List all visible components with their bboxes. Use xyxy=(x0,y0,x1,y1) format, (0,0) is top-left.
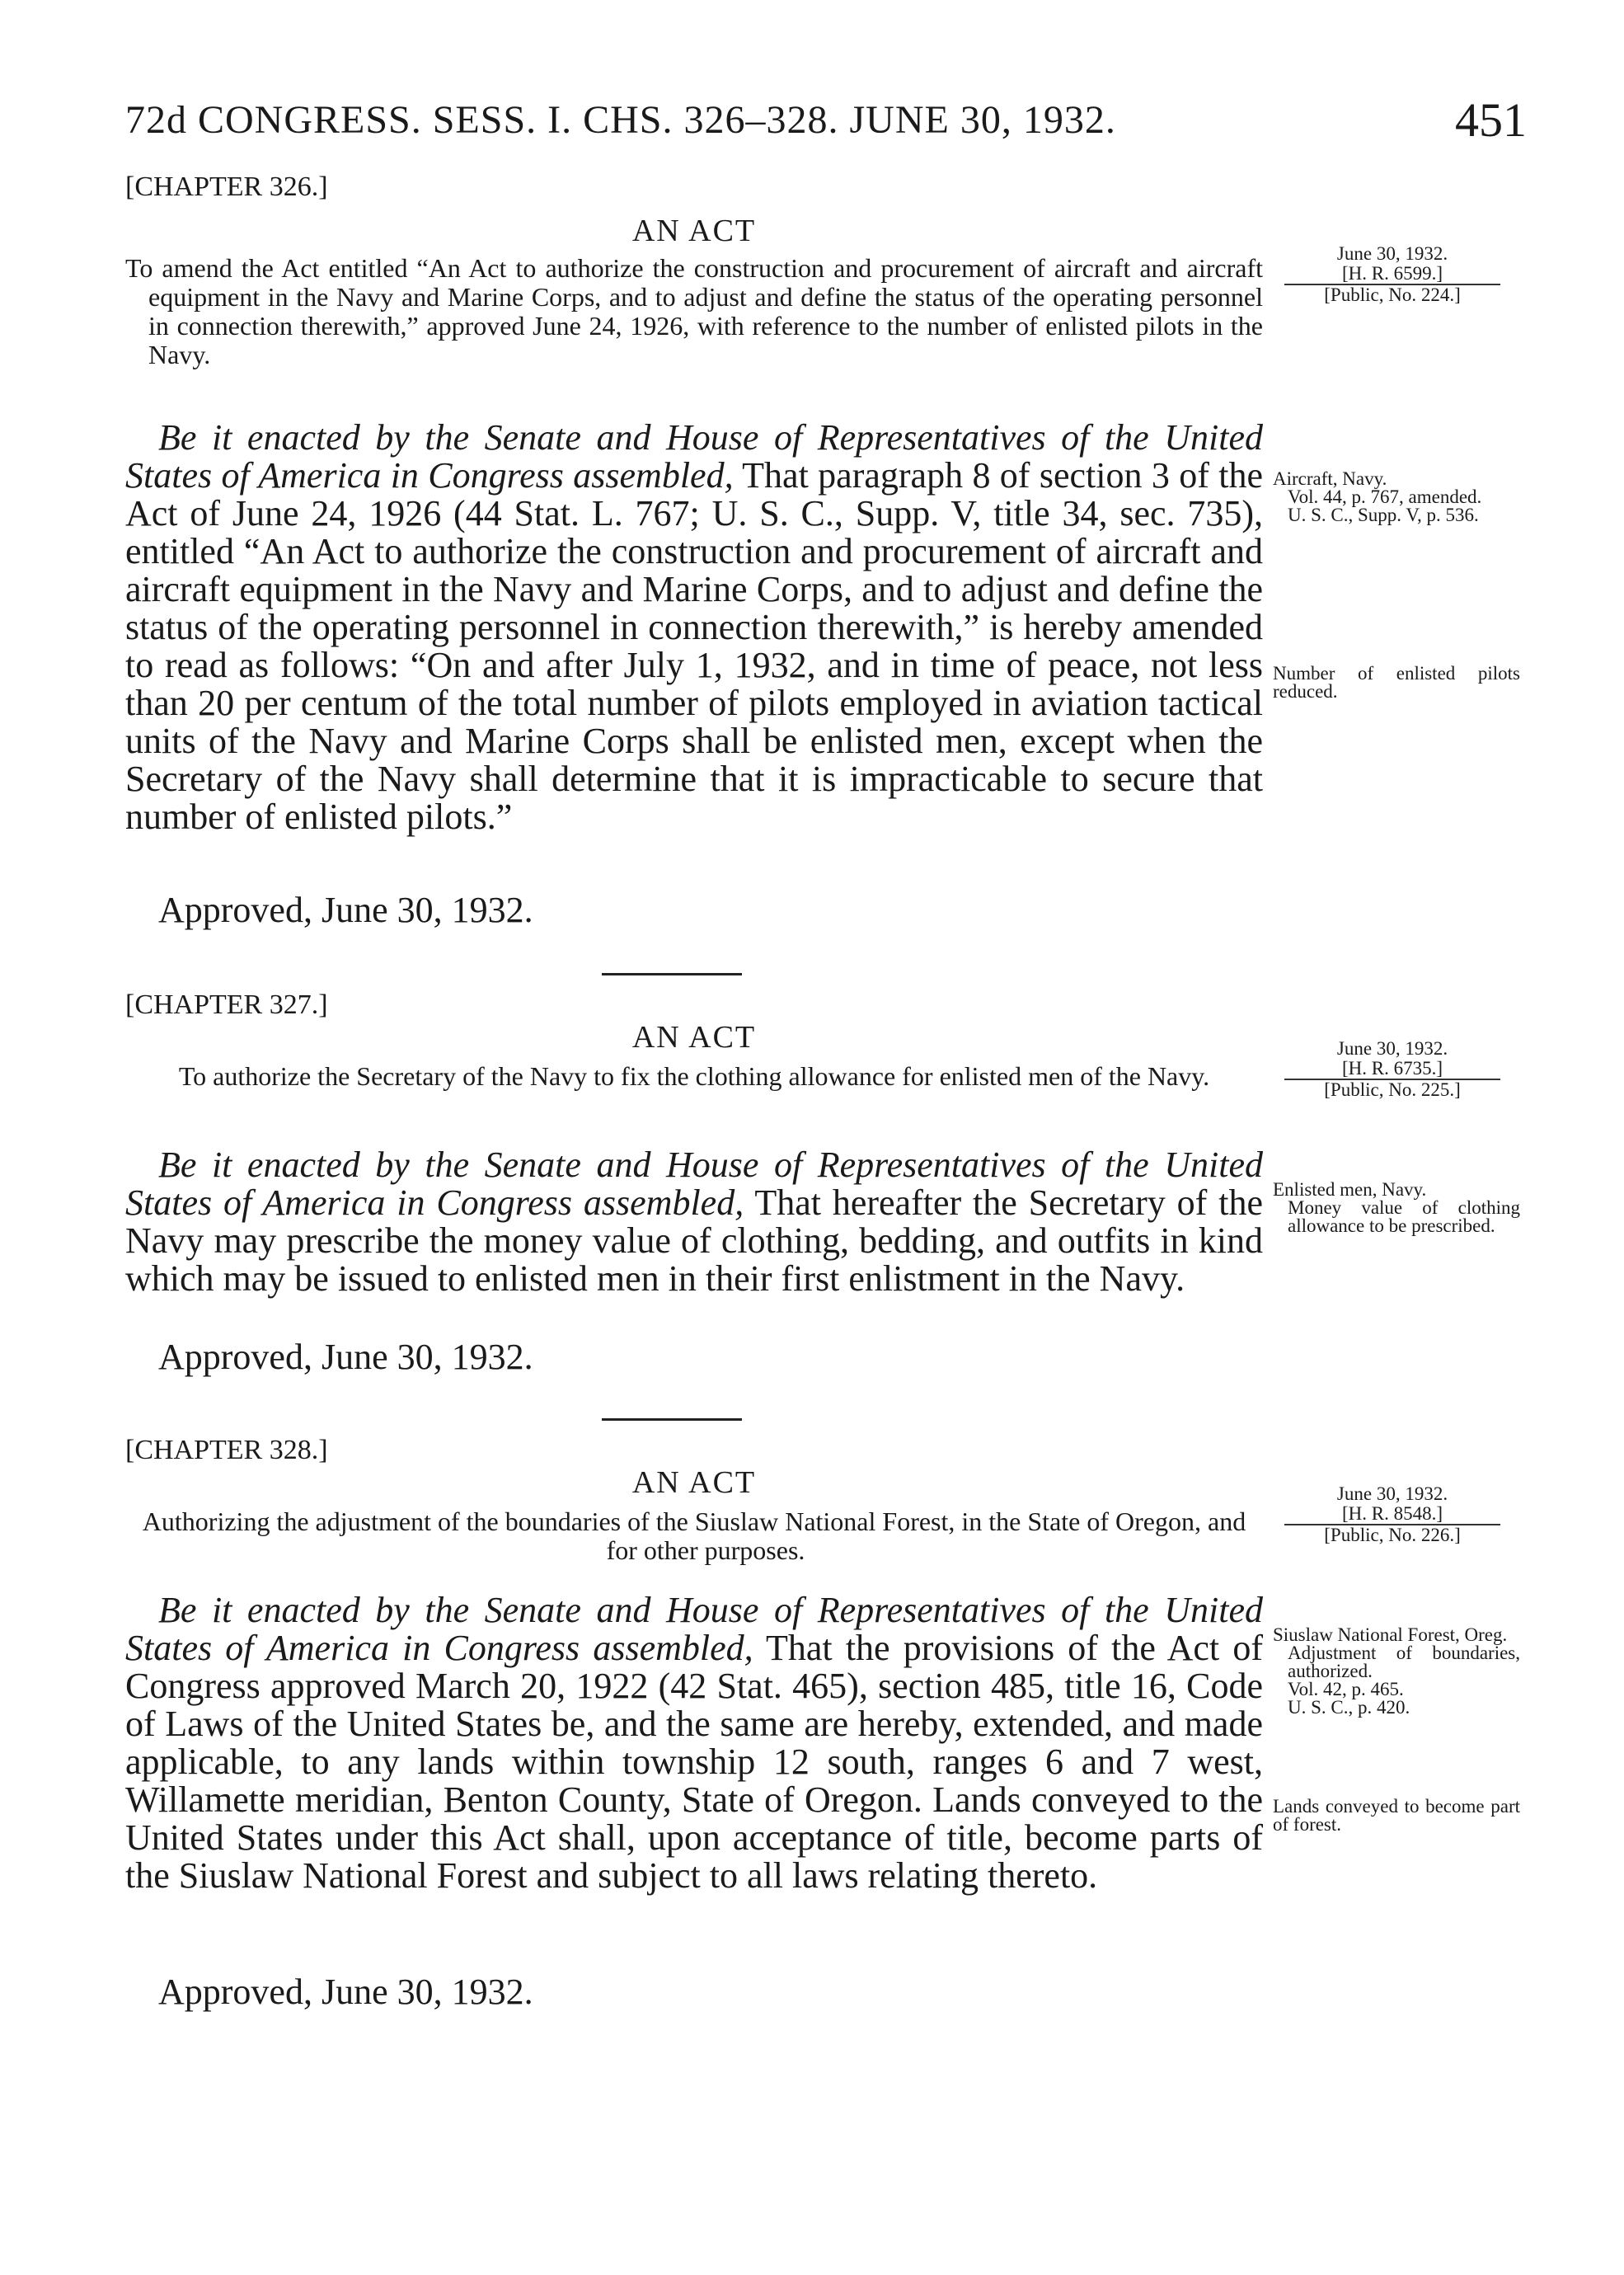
enacting-clause: Be it enacted by the Senate and House of Representatives of the United States of America in Congress assembled, xyxy=(125,1590,1263,1668)
act-text: That paragraph 8 of section 3 of the Act of June 24, 1926 (44 Stat. L. 767; U. S. C., Supp. V, title 34, sec. 735), entitled “An Act to authorize the construction and procurement of aircraft and aircraft equipment in the Navy and Marine Corps, and to adjust and define the status of the operating personnel in connection therewith,” is hereby amended to read as follows: “On and after July 1, 1932, and in time of peace, not less than 20 per centum of the total number of pilots employed in aviation tactical units of the Navy and Marine Corps shall be enlisted men, except when the Secretary of the Navy shall determine that it is impracticable to secure that number of enlisted pilots.” xyxy=(125,455,1263,837)
running-head-title: 72d CONGRESS. SESS. I. CHS. 326–328. JUNE 30, 1932. xyxy=(125,98,1116,142)
act-heading: AN ACT xyxy=(631,1465,757,1500)
margin-note xyxy=(1273,665,1520,701)
margin-note-sub: Money value of clothing allowance to be prescribed. xyxy=(1288,1197,1520,1236)
margin-note-main: Number of enlisted pilots reduced. xyxy=(1273,663,1520,702)
chapter-label: [CHAPTER 328.] xyxy=(125,1435,328,1465)
margin-note-sub: Vol. 44, p. 767, amended. xyxy=(1288,486,1482,507)
act-long-title: To amend the Act entitled “An Act to authorize the construction and procurement of aircraft and aircraft equipment in the Navy and Marine Corps, and to adjust and define the status of the operating personnel in connection therewith,” approved June 24, 1926, with reference to the number of enlisted pilots in the Navy. xyxy=(125,253,1263,369)
act-body xyxy=(125,1146,1263,1298)
margin-note-main: Siuslaw National Forest, Oreg. xyxy=(1273,1624,1508,1645)
act-body xyxy=(125,1591,1263,1895)
act-public-number: [Public, No. 224.] xyxy=(1324,284,1461,305)
margin-note-sub: Adjustment of boundaries, authorized. xyxy=(1288,1643,1520,1681)
act-long-title: Authorizing the adjustment of the boundaries of the Siuslaw National Forest, in the State of Oregon, and for other purposes. xyxy=(142,1506,1246,1565)
margin-note-sub: Vol. 42, p. 465. xyxy=(1288,1679,1404,1699)
approval-line: Approved, June 30, 1932. xyxy=(158,1972,533,2012)
margin-note-main: Lands conveyed to become part of forest. xyxy=(1273,1796,1520,1835)
act-identification xyxy=(1273,1039,1512,1100)
section-divider xyxy=(602,973,742,975)
margin-note-sub: U. S. C., p. 420. xyxy=(1288,1697,1410,1718)
act-identification xyxy=(1273,1484,1512,1545)
enacting-clause: Be it enacted by the Senate and House of Representatives of the United States of America in Congress assembled, xyxy=(125,417,1263,496)
margin-note xyxy=(1273,1626,1520,1717)
margin-note xyxy=(1273,1798,1520,1834)
act-identification xyxy=(1273,244,1512,305)
margin-note xyxy=(1273,470,1520,524)
act-public-number: [Public, No. 226.] xyxy=(1324,1525,1461,1545)
act-bill-number: [H. R. 8548.] xyxy=(1284,1504,1500,1525)
act-heading: AN ACT xyxy=(631,214,757,248)
running-head xyxy=(125,93,1527,155)
act-bill-number: [H. R. 6599.] xyxy=(1284,264,1500,285)
act-date: June 30, 1932. xyxy=(1336,1038,1448,1059)
page-number: 451 xyxy=(1455,93,1527,147)
chapter-label: [CHAPTER 327.] xyxy=(125,989,328,1020)
act-bill-number: [H. R. 6735.] xyxy=(1284,1059,1500,1080)
act-public-number: [Public, No. 225.] xyxy=(1324,1079,1461,1100)
act-long-title: To authorize the Secretary of the Navy to fix the clothing allowance for enlisted men of the Navy. xyxy=(178,1061,1210,1091)
margin-note-sub: U. S. C., Supp. V, p. 536. xyxy=(1288,505,1479,525)
approval-line: Approved, June 30, 1932. xyxy=(158,890,533,930)
act-text: That hereafter the Secretary of the Navy may prescribe the money value of clothing, bedding, and outfits in kind which may be issued to enlisted men in their first enlistment in the Navy. xyxy=(125,1182,1263,1299)
act-heading: AN ACT xyxy=(631,1020,757,1055)
enacting-clause: Be it enacted by the Senate and House of Representatives of the United States of America in Congress assembled, xyxy=(125,1145,1263,1223)
act-date: June 30, 1932. xyxy=(1336,1483,1448,1504)
margin-note-main: Enlisted men, Navy. xyxy=(1273,1179,1427,1200)
chapter-label: [CHAPTER 326.] xyxy=(125,172,328,202)
approval-line: Approved, June 30, 1932. xyxy=(158,1337,533,1377)
act-body xyxy=(125,419,1263,836)
margin-note-main: Aircraft, Navy. xyxy=(1273,468,1387,489)
act-date: June 30, 1932. xyxy=(1336,243,1448,264)
act-text: That the provisions of the Act of Congress approved March 20, 1922 (42 Stat. 465), section 485, title 16, Code of Laws of the United States be, and the same are hereby, extended, and made applicable, to any lands within township 12 south, ranges 6 and 7 west, Willamette meridian, Benton County, State of Oregon. Lands conveyed to the United States under this Act shall, upon acceptance of title, become parts of the Siuslaw National Forest and subject to all laws relating thereto. xyxy=(125,1628,1263,1896)
margin-note xyxy=(1273,1181,1520,1235)
section-divider xyxy=(602,1418,742,1421)
